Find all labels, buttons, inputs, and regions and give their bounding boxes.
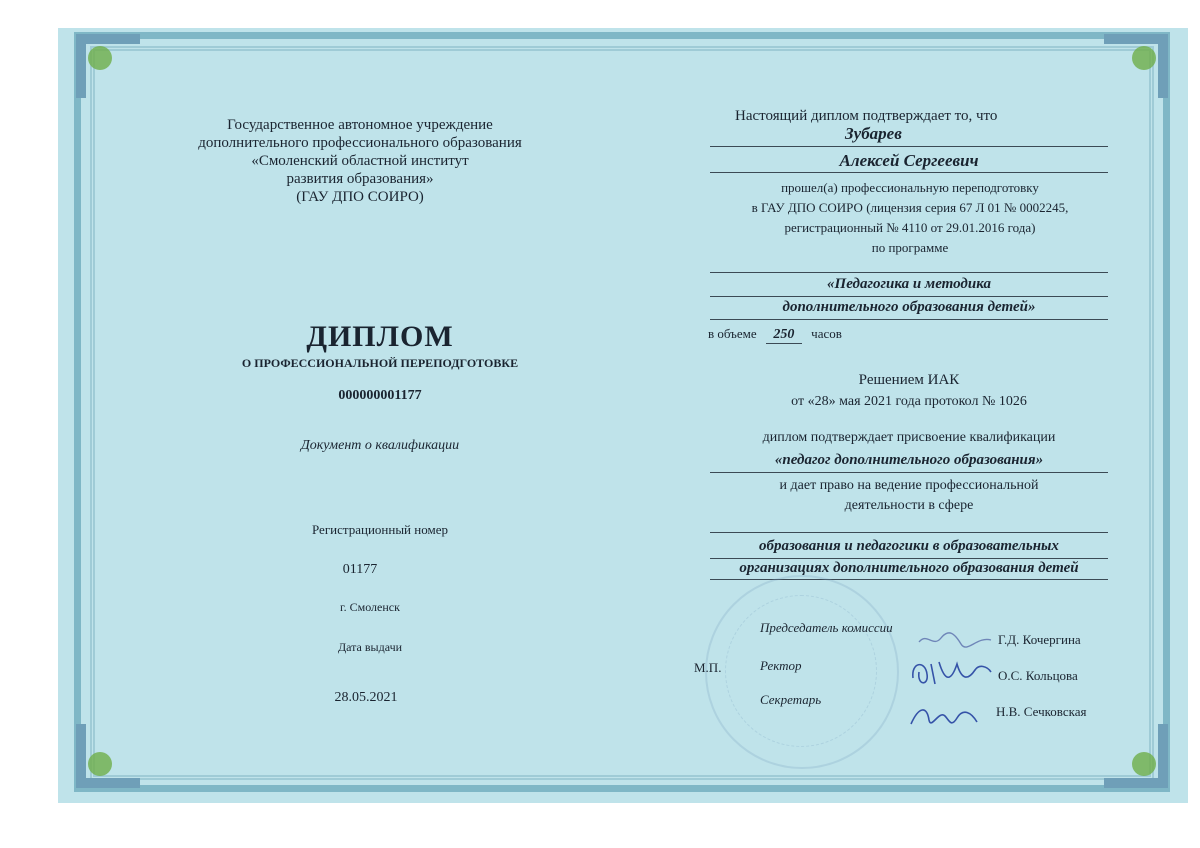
volume-hours: 250 bbox=[766, 327, 802, 344]
diploma-title: ДИПЛОМ bbox=[306, 320, 454, 353]
volume-prefix: в объеме bbox=[708, 326, 757, 341]
program-bottom-rule bbox=[710, 319, 1108, 320]
org-line-1: Государственное автономное учреждение bbox=[227, 117, 493, 133]
rector-name: О.С. Кольцова bbox=[998, 668, 1078, 683]
qualification-intro: диплом подтверждает присвоение квалификации bbox=[762, 430, 1056, 445]
volume-line bbox=[708, 326, 842, 344]
corner-ornament-top-right bbox=[1104, 34, 1168, 98]
program-top-rule bbox=[710, 272, 1108, 273]
rector-signature bbox=[905, 652, 995, 692]
program-title-line-2: дополнительного образования детей» bbox=[782, 299, 1036, 315]
sphere-middle-rule bbox=[710, 558, 1108, 559]
program-title-line-1: «Педагогика и методика bbox=[827, 276, 991, 292]
diploma-subtitle: О ПРОФЕССИОНАЛЬНОЙ ПЕРЕПОДГОТОВКЕ bbox=[241, 356, 519, 370]
rector-label: Ректор bbox=[760, 658, 802, 673]
program-middle-rule bbox=[710, 296, 1108, 297]
registration-label: Регистрационный номер bbox=[312, 522, 448, 537]
corner-ornament-bottom-right bbox=[1104, 724, 1168, 788]
sphere-line-1: образования и педагогики в образовательных bbox=[759, 538, 1059, 554]
by-program-text: по программе bbox=[871, 240, 949, 255]
document-type: Документ о квалификации bbox=[300, 438, 460, 453]
confirmation-text: Настоящий диплом подтверждает то, что bbox=[735, 108, 998, 124]
registration-number: 01177 bbox=[342, 562, 378, 577]
issue-date: 28.05.2021 bbox=[334, 690, 398, 705]
qualification-rule bbox=[710, 472, 1108, 473]
protocol-info: от «28» мая 2021 года протокол № 1026 bbox=[791, 394, 1027, 409]
license-line-1: в ГАУ ДПО СОИРО (лицензия серия 67 Л 01 № 0002245, bbox=[751, 200, 1069, 215]
diploma-number: 000000001177 bbox=[338, 388, 422, 403]
issuing-organization bbox=[160, 116, 560, 206]
secretary-label: Секретарь bbox=[760, 692, 822, 707]
program-completion bbox=[700, 178, 1120, 258]
surname-rule bbox=[710, 146, 1108, 147]
name-rule bbox=[710, 172, 1108, 173]
secretary-signature bbox=[905, 700, 985, 736]
corner-ornament-top-left bbox=[76, 34, 140, 98]
org-line-4: развития образования» bbox=[286, 171, 434, 187]
org-line-3: «Смоленский областной институт bbox=[251, 153, 469, 169]
passed-text: прошел(а) профессиональную переподготовку bbox=[781, 180, 1039, 195]
commission-decision: Решением ИАК bbox=[858, 372, 960, 388]
rights-line-2: деятельности в сфере bbox=[844, 498, 974, 513]
qualification-title: «педагог дополнительного образования» bbox=[774, 452, 1044, 468]
holder-name: Алексей Сергеевич bbox=[839, 151, 979, 170]
license-line-2: регистрационный № 4110 от 29.01.2016 года) bbox=[784, 220, 1036, 235]
org-line-5: (ГАУ ДПО СОИРО) bbox=[296, 189, 424, 205]
org-line-2: дополнительного профессионального образования bbox=[198, 135, 522, 151]
seal-place-label: М.П. bbox=[694, 660, 722, 675]
corner-ornament-bottom-left bbox=[76, 724, 140, 788]
volume-suffix: часов bbox=[811, 326, 842, 341]
chair-signature bbox=[915, 628, 995, 654]
issue-date-label: Дата выдачи bbox=[337, 640, 403, 654]
rights-line-1: и дает право на ведение профессиональной bbox=[779, 478, 1039, 493]
sphere-top-rule bbox=[710, 532, 1108, 533]
secretary-name: Н.В. Сечковская bbox=[996, 704, 1087, 719]
issue-city: г. Смоленск bbox=[340, 600, 400, 614]
sphere-line-2: организациях дополнительного образования детей bbox=[739, 560, 1079, 576]
chair-label: Председатель комиссии bbox=[760, 620, 893, 635]
holder-surname: Зубарев bbox=[845, 124, 902, 143]
chair-name: Г.Д. Кочергина bbox=[998, 632, 1081, 647]
